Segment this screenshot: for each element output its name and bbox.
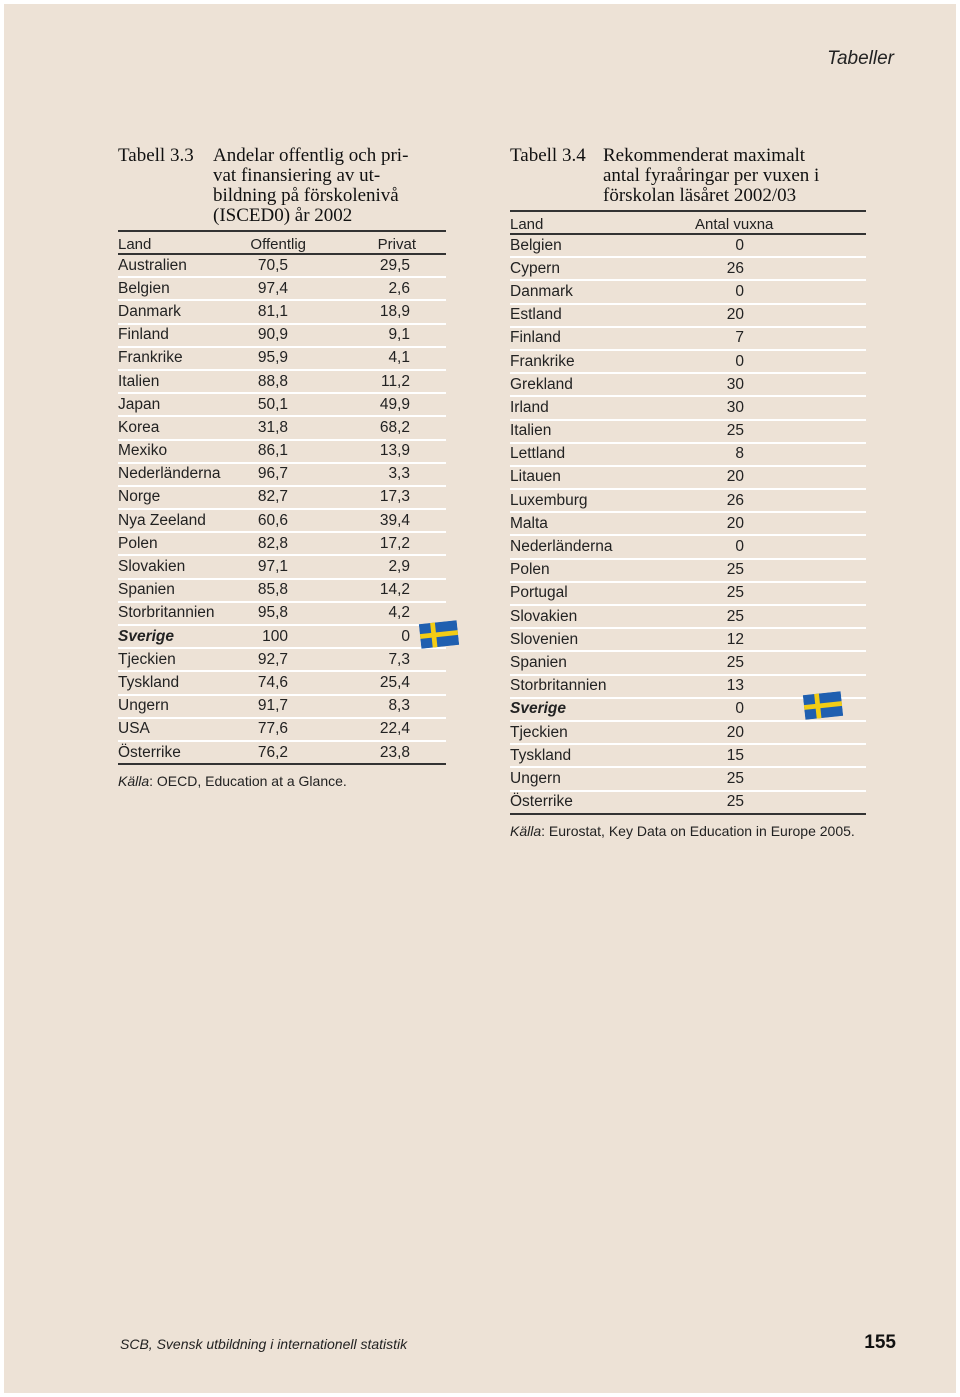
- table-3-3: [118, 146, 446, 789]
- cell-antal-vuxna: 7: [735, 329, 744, 347]
- cell-offentlig: 100: [262, 627, 288, 645]
- table-3-3-title: [118, 146, 446, 226]
- cell-land: Polen: [118, 534, 158, 552]
- table-row: [118, 603, 446, 626]
- cell-land: Tjeckien: [510, 723, 568, 741]
- cell-land: Storbritannien: [510, 677, 607, 695]
- table-row: [118, 672, 446, 695]
- table-row: [118, 301, 446, 324]
- table-row: [510, 490, 866, 513]
- cell-antal-vuxna: 25: [726, 769, 744, 787]
- table-row: [118, 371, 446, 394]
- table-row: [510, 768, 866, 791]
- cell-offentlig: 74,6: [257, 673, 288, 691]
- source-text: : Eurostat, Key Data on Education in Europe 2005.: [541, 822, 855, 839]
- cell-antal-vuxna: 0: [735, 236, 744, 254]
- title-line: antal fyraåringar per vuxen i: [603, 165, 820, 186]
- cell-land: Lettland: [510, 445, 566, 463]
- title-line: (ISCED0) år 2002: [213, 205, 353, 226]
- table-row: [510, 351, 866, 374]
- table-row: [118, 533, 446, 556]
- cell-privat: 0: [401, 627, 410, 645]
- column-header-land: Land: [510, 216, 544, 233]
- cell-land: Cypern: [510, 259, 560, 277]
- title-line: Andelar offentlig och pri-: [213, 145, 409, 166]
- cell-offentlig: 90,9: [257, 326, 288, 344]
- column-header-offentlig: Offentlig: [250, 236, 306, 253]
- cell-privat: 29,5: [379, 256, 410, 274]
- cell-offentlig: 96,7: [257, 465, 288, 483]
- cell-antal-vuxna: 30: [726, 398, 744, 416]
- cell-offentlig: 76,2: [257, 743, 288, 761]
- table-row: [118, 255, 446, 278]
- cell-land: Italien: [510, 422, 552, 440]
- cell-privat: 4,2: [388, 604, 410, 622]
- cell-offentlig: 95,8: [257, 604, 288, 622]
- table-3-4: [510, 146, 866, 839]
- cell-land: Estland: [510, 306, 562, 324]
- cell-privat: 9,1: [388, 326, 410, 344]
- cell-privat: 2,6: [388, 279, 410, 297]
- footer-publication: SCB, Svensk utbildning i internationell statistik: [120, 1336, 408, 1352]
- cell-antal-vuxna: 25: [726, 422, 744, 440]
- cell-land: Mexiko: [118, 442, 168, 460]
- cell-land: Frankrike: [510, 352, 575, 370]
- table-row: [510, 513, 866, 536]
- cell-antal-vuxna: 20: [726, 514, 744, 532]
- cell-privat: 49,9: [379, 395, 410, 413]
- cell-offentlig: 97,1: [257, 558, 288, 576]
- cell-land: Ungern: [118, 697, 169, 715]
- cell-privat: 25,4: [379, 673, 410, 691]
- table-row: [510, 560, 866, 583]
- cell-land: Tyskland: [510, 746, 572, 764]
- cell-land: Österrike: [118, 743, 181, 761]
- cell-land: Nederländerna: [118, 465, 221, 483]
- cell-land: Irland: [510, 398, 549, 416]
- flag-container: [804, 693, 842, 723]
- cell-land: Luxemburg: [510, 491, 588, 509]
- table-header: [118, 230, 446, 255]
- cell-antal-vuxna: 0: [735, 352, 744, 370]
- running-head: Tabeller: [827, 48, 894, 69]
- source-label: Källa: [118, 773, 150, 790]
- cell-privat: 2,9: [388, 558, 410, 576]
- cell-privat: 39,4: [379, 511, 410, 529]
- cell-land: Norge: [118, 488, 161, 506]
- cell-offentlig: 70,5: [257, 256, 288, 274]
- cell-land: Grekland: [510, 375, 573, 393]
- cell-offentlig: 60,6: [257, 511, 288, 529]
- table-3-4-title: [510, 146, 866, 206]
- column-header-land: Land: [118, 236, 152, 253]
- cell-land: Finland: [510, 329, 561, 347]
- cell-land: Belgien: [510, 236, 562, 254]
- table-source: [510, 823, 866, 839]
- cell-privat: 17,3: [379, 488, 410, 506]
- swedish-flag-icon: [419, 620, 459, 649]
- table-row: [118, 417, 446, 440]
- cell-offentlig: 88,8: [257, 372, 288, 390]
- table-row: [510, 281, 866, 304]
- table-row: [510, 722, 866, 745]
- table-row: [510, 629, 866, 652]
- table-row: [510, 606, 866, 629]
- table-source: [118, 773, 446, 789]
- cell-land: Sverige: [118, 627, 175, 645]
- table-row: [118, 348, 446, 371]
- title-line: Rekommenderat maximalt: [603, 145, 806, 166]
- table-title: [213, 146, 408, 226]
- cell-land: USA: [118, 720, 150, 738]
- table-row: [118, 742, 446, 765]
- cell-antal-vuxna: 20: [726, 723, 744, 741]
- cell-antal-vuxna: 25: [726, 584, 744, 602]
- cell-land: Litauen: [510, 468, 561, 486]
- table-row: [510, 792, 866, 815]
- table-number: Tabell 3.3: [118, 145, 194, 166]
- cell-privat: 11,2: [380, 372, 410, 390]
- table-row: [510, 305, 866, 328]
- table-row: [510, 536, 866, 559]
- cell-privat: 4,1: [388, 349, 410, 367]
- table-row: [118, 394, 446, 417]
- table-row: [118, 696, 446, 719]
- cell-offentlig: 97,4: [257, 279, 288, 297]
- cell-antal-vuxna: 0: [735, 282, 744, 300]
- cell-antal-vuxna: 20: [726, 306, 744, 324]
- table-row: [118, 487, 446, 510]
- cell-offentlig: 86,1: [257, 442, 288, 460]
- table-row: [118, 325, 446, 348]
- cell-privat: 3,3: [388, 465, 410, 483]
- table-row: [118, 510, 446, 533]
- cell-land: Belgien: [118, 279, 170, 297]
- cell-antal-vuxna: 25: [726, 793, 744, 811]
- table-row: [118, 441, 446, 464]
- cell-land: Tjeckien: [118, 650, 176, 668]
- cell-land: Finland: [118, 326, 169, 344]
- cell-antal-vuxna: 26: [726, 259, 744, 277]
- cell-land: Slovakien: [118, 558, 186, 576]
- cell-antal-vuxna: 25: [726, 653, 744, 671]
- source-label: Källa: [510, 822, 542, 839]
- swedish-flag-icon: [803, 691, 843, 720]
- table-row: [118, 580, 446, 603]
- cell-antal-vuxna: 30: [726, 375, 744, 393]
- cell-privat: 17,2: [379, 534, 410, 552]
- cell-privat: 23,8: [379, 743, 410, 761]
- cell-antal-vuxna: 26: [726, 491, 744, 509]
- table-body: [510, 235, 866, 815]
- cell-land: Nya Zeeland: [118, 511, 206, 529]
- cell-land: Spanien: [118, 581, 175, 599]
- cell-antal-vuxna: 25: [726, 607, 744, 625]
- table-row: [510, 374, 866, 397]
- cell-privat: 13,9: [379, 442, 410, 460]
- cell-offentlig: 82,7: [257, 488, 288, 506]
- table-row: [510, 583, 866, 606]
- table-row: [510, 652, 866, 675]
- cell-privat: 18,9: [379, 302, 410, 320]
- cell-antal-vuxna: 13: [726, 677, 744, 695]
- table-row: [510, 467, 866, 490]
- cell-land: Korea: [118, 418, 160, 436]
- table-row: [510, 421, 866, 444]
- table-row: [510, 235, 866, 258]
- cell-privat: 8,3: [388, 697, 410, 715]
- cell-antal-vuxna: 0: [735, 538, 744, 556]
- cell-antal-vuxna: 8: [735, 445, 744, 463]
- cell-privat: 68,2: [379, 418, 410, 436]
- source-text: : OECD, Education at a Glance.: [149, 773, 347, 790]
- table-body: [118, 255, 446, 765]
- table-row: [118, 626, 446, 649]
- cell-offentlig: 95,9: [257, 349, 288, 367]
- table-row: [118, 278, 446, 301]
- table-number: Tabell 3.4: [510, 145, 586, 166]
- cell-land: Frankrike: [118, 349, 183, 367]
- cell-antal-vuxna: 0: [735, 700, 744, 718]
- table-row: [510, 397, 866, 420]
- table-row: [118, 719, 446, 742]
- cell-land: Australien: [118, 256, 187, 274]
- table-row: [118, 556, 446, 579]
- cell-land: Malta: [510, 514, 548, 532]
- cell-land: Ungern: [510, 769, 561, 787]
- cell-antal-vuxna: 20: [726, 468, 744, 486]
- cell-offentlig: 82,8: [257, 534, 288, 552]
- cell-offentlig: 92,7: [257, 650, 288, 668]
- column-header-privat: Privat: [377, 236, 416, 253]
- cell-land: Polen: [510, 561, 550, 579]
- cell-offentlig: 50,1: [257, 395, 288, 413]
- table-row: [118, 464, 446, 487]
- cell-land: Japan: [118, 395, 161, 413]
- cell-privat: 14,2: [379, 581, 410, 599]
- cell-land: Tyskland: [118, 673, 180, 691]
- cell-land: Nederländerna: [510, 538, 613, 556]
- title-line: bildning på förskolenivå: [213, 185, 399, 206]
- table-row: [510, 328, 866, 351]
- cell-antal-vuxna: 25: [726, 561, 744, 579]
- cell-land: Danmark: [510, 282, 573, 300]
- table-title: [603, 146, 819, 206]
- title-line: förskolan läsåret 2002/03: [603, 185, 797, 206]
- page-number: 155: [864, 1332, 896, 1353]
- cell-offentlig: 31,8: [257, 418, 288, 436]
- cell-land: Sverige: [510, 700, 567, 718]
- column-header-antal-vuxna: Antal vuxna: [695, 216, 774, 233]
- cell-land: Danmark: [118, 302, 181, 320]
- table-header: [510, 210, 866, 235]
- cell-land: Slovenien: [510, 630, 579, 648]
- cell-offentlig: 81,1: [257, 302, 288, 320]
- cell-land: Österrike: [510, 793, 573, 811]
- cell-land: Spanien: [510, 653, 567, 671]
- flag-container: [420, 622, 458, 652]
- cell-land: Storbritannien: [118, 604, 215, 622]
- cell-antal-vuxna: 12: [726, 630, 744, 648]
- cell-privat: 7,3: [388, 650, 410, 668]
- table-row: [510, 444, 866, 467]
- cell-offentlig: 85,8: [257, 581, 288, 599]
- table-row: [510, 699, 866, 722]
- cell-privat: 22,4: [379, 720, 410, 738]
- cell-land: Slovakien: [510, 607, 578, 625]
- table-row: [510, 745, 866, 768]
- cell-land: Italien: [118, 372, 160, 390]
- page: [4, 4, 956, 1393]
- title-line: vat finansiering av ut-: [213, 165, 381, 186]
- cell-antal-vuxna: 15: [726, 746, 744, 764]
- cell-offentlig: 91,7: [257, 697, 288, 715]
- cell-land: Portugal: [510, 584, 568, 602]
- table-row: [510, 258, 866, 281]
- table-row: [118, 649, 446, 672]
- cell-offentlig: 77,6: [257, 720, 288, 738]
